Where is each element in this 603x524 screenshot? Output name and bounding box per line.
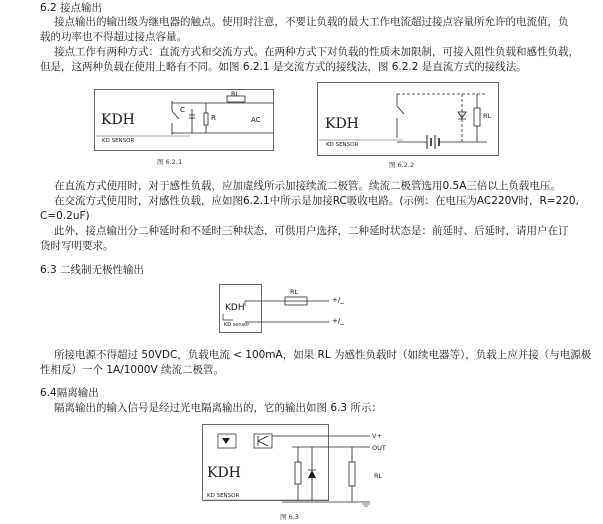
brand-label: KDH [225,303,245,313]
sensor-label: KD SENSOR [207,493,240,499]
paragraph-line: 货时写明要求。 [40,240,114,252]
brand-label: KDH [207,465,241,481]
rl-label: RL [231,90,240,98]
rl-label: RL [290,288,299,296]
paragraph-line: 在直流方式使用时，对于感性负载，应加虚线所示加接续流二极管。续流二极管选用0.5A三倍以上负载电压。 [54,180,561,192]
figure-caption: 图 6.3 [280,513,299,521]
section-heading-6-3: 6.3 二线制无极性输出 [40,264,145,276]
paragraph-line: 接点工作有两种方式：直流方式和交流方式。在两种方式下对负载的性质未加限制，可接入阻性负载和感性负载， [54,46,579,58]
section-heading-6-4: 6.4隔离输出 [40,387,99,399]
paragraph-line: 在交流方式使用时，对感性负载，应如图6.2.1中所示是加接RC吸收电路。(示例：在电压为AC220V时，R=220, [54,195,579,207]
brand-label: KDH [325,116,359,132]
paragraph-line: C=0.2uF) [40,210,90,222]
paragraph-line: 所接电源不得超过 50VDC，负载电流 < 100mA，如果 RL 为感性负载时（如续电器等），负载上应并接（与电源极 [54,349,592,361]
figure-6-2-1-diagram [94,89,274,151]
out-label: OUT [372,444,386,452]
paragraph-line: 载的功率也不得超过接点容量。 [40,31,187,43]
two-wire-output-diagram [219,284,369,336]
paragraph-line: 隔离输出的输入信号是经过光电隔离输出的，它的输出如图 6.3 所示： [54,402,382,414]
figure-6-3-diagram [202,422,402,516]
sensor-label: KD SENSOR [102,138,135,144]
vplus-label: V+ [372,432,382,440]
figure-6-2-2-diagram [317,82,499,156]
paragraph-line: 此外，接点输出分二种延时和不延时三种状态，可供用户选择，二种延时状态是：前延时、后延时，请用户在订 [54,225,569,237]
section-heading-6-2: 6.2 接点输出 [40,2,103,14]
terminal-label: +/_ [332,317,344,325]
figure-caption: 图 6.2.2 [389,161,415,169]
rl-label: RL [483,112,492,120]
rl-label: RL [374,472,383,480]
r-label: R [211,114,216,122]
paragraph-line: 接点输出的输出级为继电器的触点。使用时注意，不要让负载的最大工作电流超过接点容量所允许的电流值，负 [54,16,569,28]
brand-label: KDH [101,112,135,128]
sensor-label: KD sensor [224,322,250,328]
sensor-label: KD SENSOR [326,142,359,148]
ac-label: AC [251,116,261,124]
figure-caption: 图 6.2.1 [157,158,183,166]
c-label: C [180,106,185,114]
terminal-label: +/_ [332,296,344,304]
paragraph-line: 但是，这两种负载在使用上略有不同。如图 6.2.1 是交流方式的接线法，图 6.2.2 是直流方式的接线法。 [40,61,527,73]
paragraph-line: 性相反）一个 1A/1000V 续流二极管。 [40,364,224,376]
